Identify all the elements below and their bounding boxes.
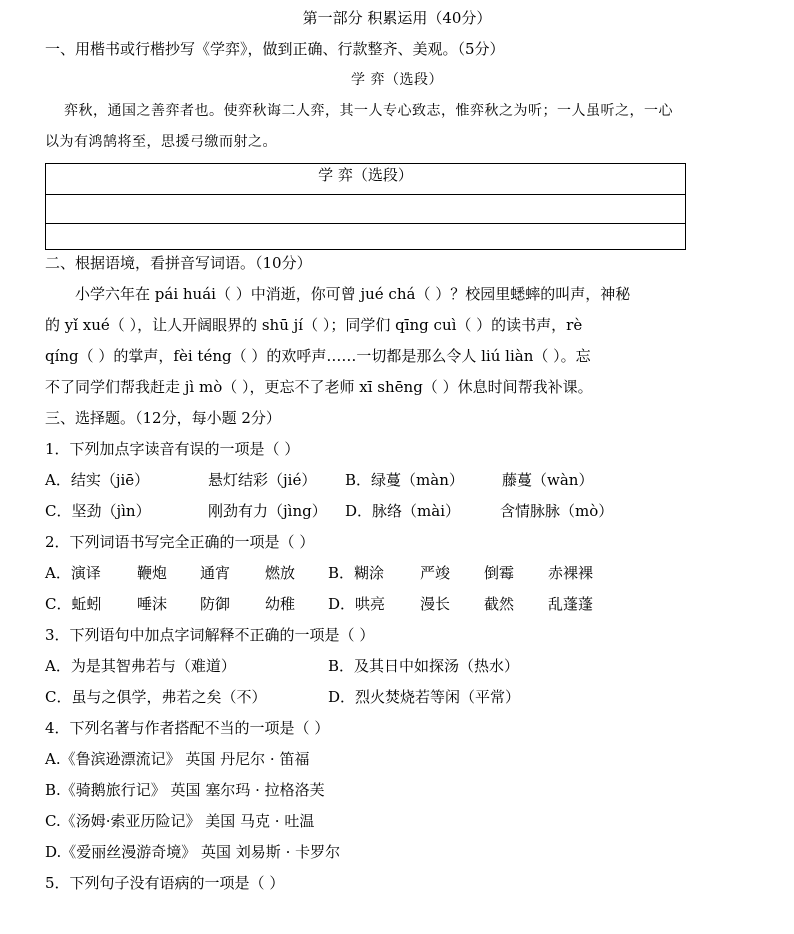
q1-option-d[interactable]: D．脉络（mài） [345,502,460,520]
q2-word: 防御 [200,595,231,613]
q3-option-c[interactable]: C．虽与之俱学，弗若之矣（不） [45,688,267,706]
q3-option-a[interactable]: A．为是其智弗若与（难道） [45,657,236,675]
q2-word: 漫长 [420,595,451,613]
q2-word: 通宵 [200,564,231,582]
q2-word: 严竣 [420,564,451,582]
q1-option-b-word2: 藤蔓（wàn） [502,471,594,489]
passage-subtitle: 学 弈（选段） [351,72,443,88]
q4-stem: 4．下列名著与作者搭配不当的一项是（ ） [45,719,330,737]
q3-option-b[interactable]: B．及其日中如探汤（热水） [328,657,520,675]
pinyin-line-2: 的 yǐ xué（ ），让人开阔眼界的 shū jí（ ）；同学们 qīng cuì（ ）的读书声，rè [45,316,583,334]
q4-option-c[interactable]: C.《汤姆·索亚历险记》 美国 马克 · 吐温 [45,812,315,830]
q1-option-c[interactable]: C．坚劲（jìn） [45,502,151,520]
page-title: 第一部分 积累运用（40分） [302,9,492,27]
q2-option-d[interactable]: D．哄亮 [328,595,386,613]
q4-option-d[interactable]: D.《爱丽丝漫游奇境》 英国 刘易斯 · 卡罗尔 [45,843,341,861]
q1-option-b[interactable]: B．绿蔓（màn） [345,471,464,489]
pinyin-line-4: 不了同学们帮我赶走 jì mò（ ），更忘不了老师 xī shēng（ ）休息时间帮我补课。 [45,378,593,396]
q1-option-c-word2: 刚劲有力（jìng） [208,502,327,520]
passage-line-2: 以为有鸿鹄将至，思援弓缴而射之。 [45,134,277,150]
q4-option-a[interactable]: A.《鲁滨逊漂流记》 英国 丹尼尔 · 笛福 [45,750,310,768]
q2-word: 鞭炮 [137,564,168,582]
pinyin-line-3: qíng（ ）的掌声，fèi téng（ ）的欢呼声……一切都是那么令人 liú liàn（ ）。忘 [45,347,591,365]
q1-option-d-word2: 含情脉脉（mò） [500,502,614,520]
q4-option-b[interactable]: B.《骑鹅旅行记》 英国 塞尔玛 · 拉格洛芙 [45,781,325,799]
section3-heading: 三、选择题。（12分，每小题 2分） [45,409,281,427]
q2-word: 赤裸裸 [548,564,594,582]
q1-option-a-word2: 悬灯结彩（jié） [208,471,317,489]
q2-word: 截然 [484,595,515,613]
q1-stem: 1．下列加点字读音有误的一项是（ ） [45,440,300,458]
q5-stem: 5．下列句子没有语病的一项是（ ） [45,874,285,892]
pinyin-line-1: 小学六年在 pái huái（ ）中消逝，你可曾 jué chá（ ）？校园里蟋蟀的叫声，神秘 [75,285,631,303]
copy-box-title: 学 弈（选段） [46,164,685,195]
q3-stem: 3．下列语句中加点字词解释不正确的一项是（ ） [45,626,375,644]
q2-word: 乱蓬蓬 [548,595,594,613]
q3-option-d[interactable]: D．烈火焚烧若等闲（平常） [328,688,521,706]
passage-line-1: 弈秋，通国之善弈者也。使弈秋诲二人弈，其一人专心致志，惟弈秋之为听；一人虽听之，一心 [64,103,673,119]
section1-heading: 一、用楷书或行楷抄写《学弈》，做到正确、行款整齐、美观。（5分） [45,40,505,58]
q2-option-a[interactable]: A．演译 [45,564,101,582]
copy-writing-box [45,163,686,250]
q2-word: 燃放 [265,564,296,582]
q2-stem: 2．下列词语书写完全正确的一项是（ ） [45,533,315,551]
q2-word: 幼稚 [265,595,296,613]
copy-box-row[interactable] [46,224,685,250]
section2-heading: 二、根据语境，看拼音写词语。（10分） [45,254,312,272]
copy-box-row[interactable] [46,195,685,224]
q2-option-c[interactable]: C．蚯蚓 [45,595,102,613]
q1-option-a[interactable]: A．结实（jiē） [45,471,150,489]
q2-word: 倒霉 [484,564,515,582]
q2-word: 唾沫 [137,595,168,613]
q2-option-b[interactable]: B．糊涂 [328,564,385,582]
